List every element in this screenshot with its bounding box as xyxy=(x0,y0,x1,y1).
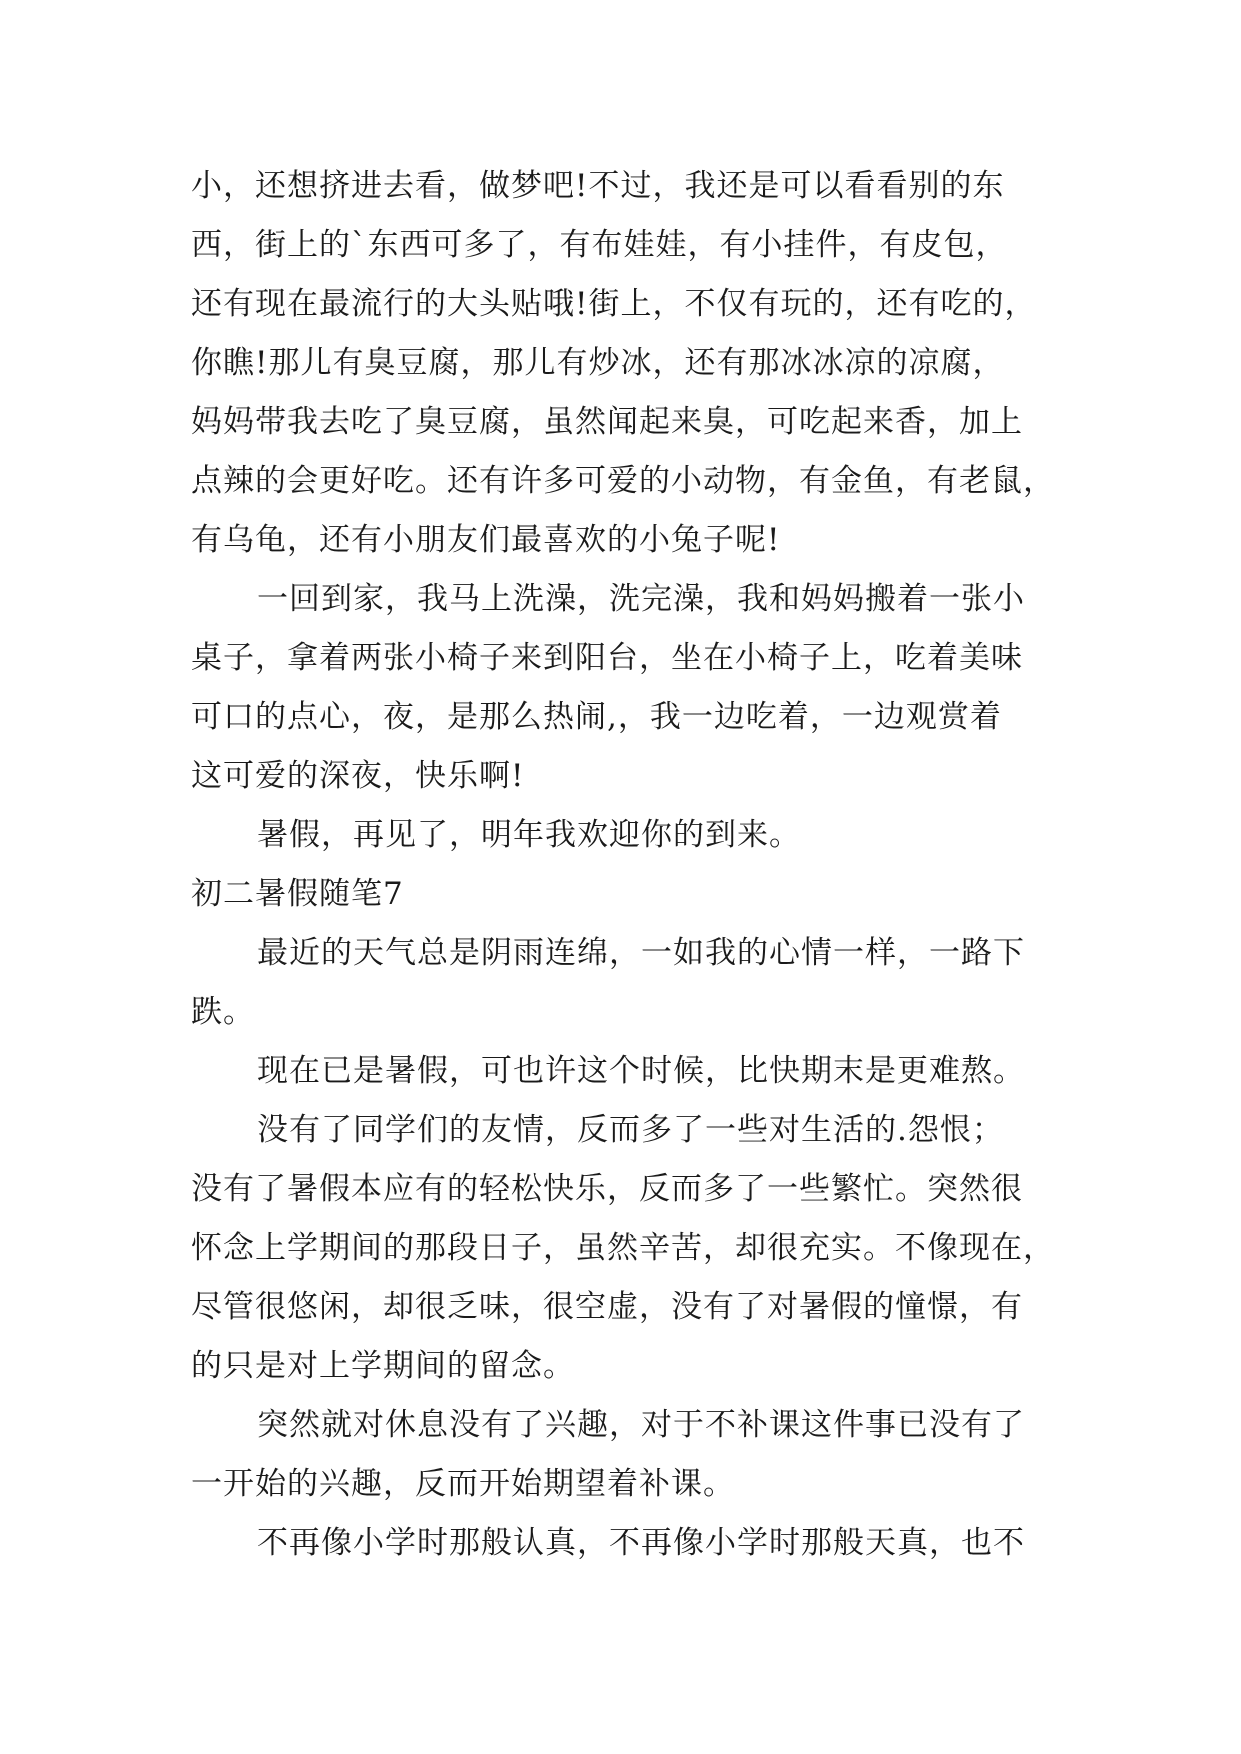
text-line: 的只是对上学期间的留念。 xyxy=(191,1348,575,1384)
text-line: 妈妈带我去吃了臭豆腐，虽然闻起来臭，可吃起来香，加上 xyxy=(191,404,1023,440)
text-line: 西，街上的`东西可多了，有布娃娃，有小挂件，有皮包， xyxy=(191,227,1008,263)
text-line: 你瞧!那儿有臭豆腐，那儿有炒冰，还有那冰冰凉的凉腐， xyxy=(191,345,1005,381)
text-line: 跌。 xyxy=(191,994,255,1030)
text-line: 这可爱的深夜，快乐啊! xyxy=(191,758,525,794)
text-line: 一开始的兴趣，反而开始期望着补课。 xyxy=(191,1466,735,1502)
section-title: 初二暑假随笔7 xyxy=(191,876,404,912)
text-line: 桌子，拿着两张小椅子来到阳台，坐在小椅子上，吃着美味 xyxy=(191,640,1023,676)
text-line: 小，还想挤进去看，做梦吧!不过，我还是可以看看别的东 xyxy=(191,168,1005,204)
text-line: 点辣的会更好吃。还有许多可爱的小动物，有金鱼，有老鼠， xyxy=(191,463,1055,499)
text-line: 突然就对休息没有了兴趣，对于不补课这件事已没有了 xyxy=(257,1407,1025,1443)
text-line: 有乌龟，还有小朋友们最喜欢的小兔子呢! xyxy=(191,522,781,558)
text-line: 可口的点心，夜，是那么热闹,，我一边吃着，一边观赏着 xyxy=(191,699,1002,735)
text-line: 一回到家，我马上洗澡，洗完澡，我和妈妈搬着一张小 xyxy=(257,581,1025,617)
text-line: 怀念上学期间的那段日子，虽然辛苦，却很充实。不像现在， xyxy=(191,1230,1055,1266)
text-line: 不再像小学时那般认真，不再像小学时那般天真，也不 xyxy=(257,1525,1025,1561)
text-line: 还有现在最流行的大头贴哦!街上，不仅有玩的，还有吃的， xyxy=(191,286,1037,322)
text-line: 现在已是暑假，可也许这个时候，比快期末是更难熬。 xyxy=(257,1053,1025,1089)
text-line: 没有了同学们的友情，反而多了一些对生活的.怨恨； xyxy=(257,1112,1004,1148)
text-line: 没有了暑假本应有的轻松快乐，反而多了一些繁忙。突然很 xyxy=(191,1171,1023,1207)
text-line: 最近的天气总是阴雨连绵，一如我的心情一样，一路下 xyxy=(257,935,1025,971)
text-line: 尽管很悠闲，却很乏味，很空虚，没有了对暑假的憧憬，有 xyxy=(191,1289,1023,1325)
text-line: 暑假，再见了，明年我欢迎你的到来。 xyxy=(257,817,801,853)
document-page xyxy=(191,157,1071,1573)
